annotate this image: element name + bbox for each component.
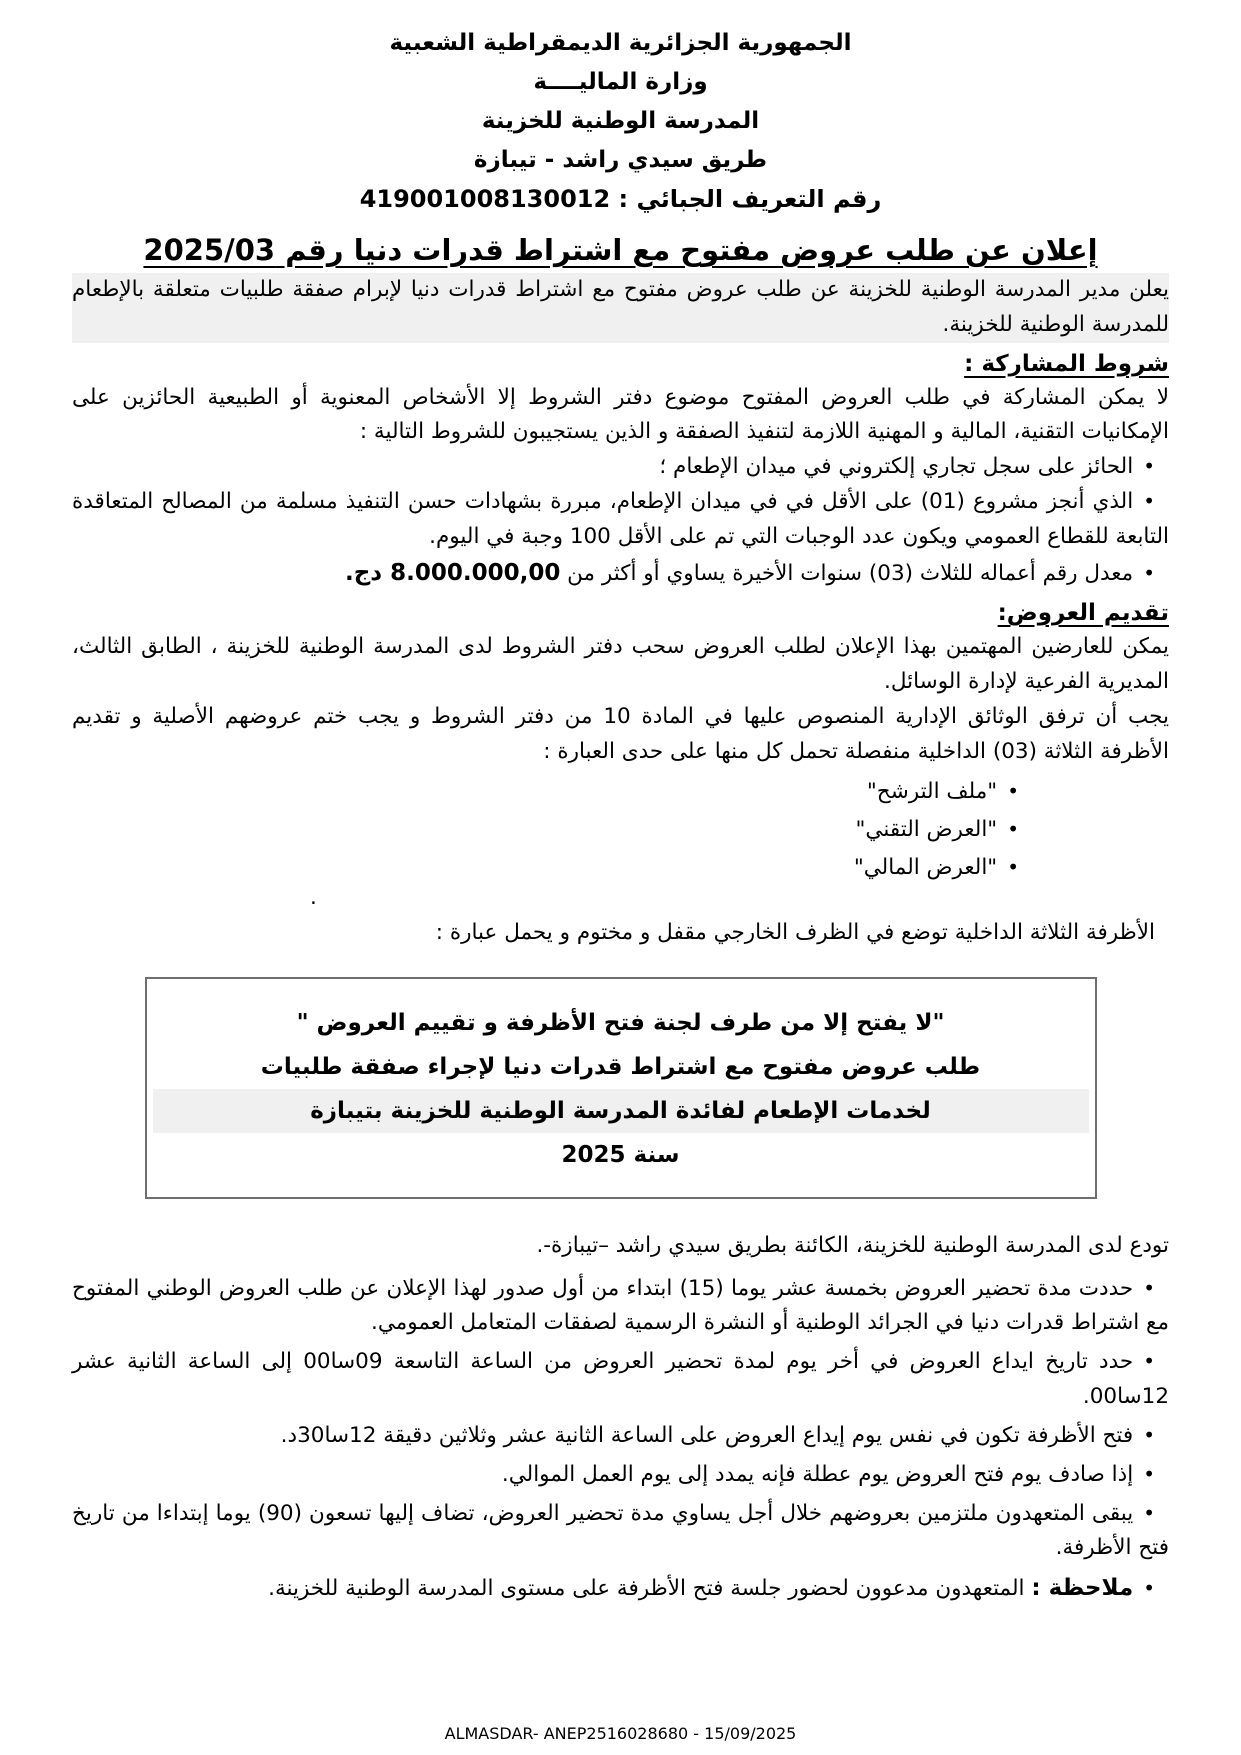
submission-paragraph-1: يمكن للعارضين المهتمين بهذا الإعلان لطلب العروض سحب دفتر الشروط لدى المدرسة الوطنية للخزينة ، الطابق الثالث، المديرية الفرعية لإدارة الوسائل. — [72, 634, 1169, 694]
note-label: ملاحظة : — [1031, 1575, 1134, 1602]
envelope-label-text: "العرض التقني" — [855, 816, 998, 842]
list-item-text: يبقى المتعهدون ملتزمين بعروضهم خلال أجل يساوي مدة تحضير العروض، تضاف إليها تسعون (90) يوما إبتداءا من تاريخ فتح الأظرفة. — [72, 1500, 1169, 1561]
bullet-icon: • — [1007, 854, 1019, 879]
box-line: "لا يفتح إلا من طرف لجنة فتح الأظرفة و تقييم العروض " — [296, 1009, 945, 1036]
submission-paragraph-2: يجب أن ترفق الوثائق الإدارية المنصوص عليها في المادة 10 من دفتر الشروط و يجب ختم عروضهم الأصلية و تقديم الأظرفة الثلاثة (03) الداخلية منفصلة تحمل كل منها على حدى العبارة : — [72, 703, 1169, 764]
stray-period-mark: . — [310, 885, 317, 911]
conditions-bullet-list — [72, 1272, 1169, 1608]
box-line: سنة 2025 — [561, 1141, 680, 1168]
list-item-text: الحائز على سجل تجاري إلكتروني في ميدان الإطعام ؛ — [659, 454, 1134, 480]
outer-envelope-paragraph: الأظرفة الثلاثة الداخلية توضع في الظرف الخارجي مقفل و مختوم و يحمل عبارة : — [435, 919, 1155, 945]
list-item-text: حدد تاريخ ايداع العروض في أخر يوم لمدة تحضير العروض من الساعة التاسعة 09سا00 إلى الساعة الثانية عشر 12سا00. — [72, 1349, 1169, 1410]
list-item — [72, 1458, 1169, 1493]
note-text: المتعهدون مدعوون لحضور جلسة فتح الأظرفة على مستوى المدرسة الوطنية للخزينة. — [268, 1576, 1032, 1602]
list-item — [72, 1272, 1169, 1342]
list-item-text: فتح الأظرفة تكون في نفس يوم إيداع العروض على الساعة الثانية عشر وثلاثين دقيقة 12سا30د. — [280, 1422, 1134, 1448]
footer-reference: ALMASDAR- ANEP2516028680 - 15/09/2025 — [444, 1724, 797, 1743]
envelope-label-item — [72, 811, 1019, 849]
bullet-icon: • — [1143, 454, 1155, 479]
list-item-text: إذا صادف يوم فتح العروض يوم عطلة فإنه يمدد إلى يوم العمل الموالي. — [501, 1461, 1134, 1487]
org-header — [72, 24, 1169, 219]
header-school-line: المدرسة الوطنية للخزينة — [481, 108, 760, 134]
list-item-turnover — [72, 555, 1169, 592]
envelope-inscription-box — [145, 977, 1097, 1199]
page-title: إعلان عن طلب عروض مفتوح مع اشتراط قدرات دنيا رقم 2025/03 — [143, 233, 1098, 267]
deposit-line: تودع لدى المدرسة الوطنية للخزينة، الكائنة بطريق سيدي راشد –تيبازة-. — [536, 1232, 1169, 1258]
bullet-icon: • — [1143, 1422, 1155, 1447]
bullet-icon: • — [1143, 560, 1155, 585]
bullet-icon: • — [1143, 489, 1155, 514]
bullet-icon: • — [1143, 1275, 1155, 1300]
turnover-suffix: . — [344, 559, 354, 586]
list-item — [72, 1419, 1169, 1454]
envelope-label-text: "ملف الترشح" — [866, 779, 998, 805]
participation-heading: شروط المشاركة : — [964, 350, 1169, 377]
bullet-icon: • — [1143, 1576, 1155, 1601]
header-address-line: طريق سيدي راشد - تيبازة — [473, 147, 768, 173]
envelope-label-item — [72, 773, 1019, 811]
box-line-highlighted: لخدمات الإطعام لفائدة المدرسة الوطنية للخزينة بتيبازة — [153, 1089, 1089, 1133]
list-item-text: الذي أنجز مشروع (01) على الأقل في في ميدان الإطعام، مبررة بشهادات حسن التنفيذ مسلمة من المصالح المتعاقدة التابعة للقطاع العمومي ويكون عدد الوجبات التي تم على الأقل 100 وجبة في اليوم. — [72, 489, 1169, 549]
turnover-amount: 8.000.000,00 دج — [353, 559, 561, 586]
box-line: طلب عروض مفتوح مع اشتراط قدرات دنيا لإجراء صفقة طلبيات — [260, 1053, 981, 1080]
bullet-icon: • — [1143, 1461, 1155, 1486]
list-item-text: حددت مدة تحضير العروض بخمسة عشر يوما (15) ابتداء من أول صدور لهذا الإعلان عن طلب العروض الوطني المفتوح مع اشتراط قدرات دنيا في الجرائد الوطنية أو النشرة الرسمية لصفقات المتعامل العمومي. — [72, 1275, 1169, 1336]
bullet-icon: • — [1007, 816, 1019, 841]
header-republic-line: الجمهورية الجزائرية الديمقراطية الشعبية — [389, 30, 852, 56]
list-item — [72, 1497, 1169, 1567]
header-ministry-line: وزارة الماليــــة — [533, 69, 708, 95]
bullet-icon: • — [1007, 779, 1019, 804]
list-item — [72, 450, 1169, 485]
list-item — [72, 1345, 1169, 1415]
envelope-label-text: "العرض المالي" — [853, 854, 998, 880]
participation-bullet-list — [72, 450, 1169, 592]
intro-paragraph: يعلن مدير المدرسة الوطنية للخزينة عن طلب عروض مفتوح مع اشتراط قدرات دنيا لإبرام صفقة طلبيات متعلقة بالإطعام للمدرسة الوطنية للخزينة. — [72, 273, 1169, 343]
submission-heading: تقديم العروض: — [997, 600, 1169, 627]
participation-paragraph: لا يمكن المشاركة في طلب العروض المفتوح موضوع دفتر الشروط إلا الأشخاص المعنوية أو الطبيعية الحائزين على الإمكانيات التقنية، المالية و المهنية اللازمة لتنفيذ الصفقة و الذين يستجيبون للشروط التالية : — [72, 384, 1169, 445]
envelope-label-list — [72, 773, 1169, 886]
turnover-text: معدل رقم أعماله للثلاث (03) سنوات الأخيرة يساوي أو أكثر من — [560, 560, 1134, 586]
note-item — [72, 1570, 1169, 1607]
bullet-icon: • — [1143, 1500, 1155, 1525]
bullet-icon: • — [1143, 1349, 1155, 1374]
tax-id-line: رقم التعريف الجبائي : 419001008130012 — [359, 185, 882, 213]
envelope-label-item — [72, 849, 1019, 887]
list-item — [72, 485, 1169, 555]
